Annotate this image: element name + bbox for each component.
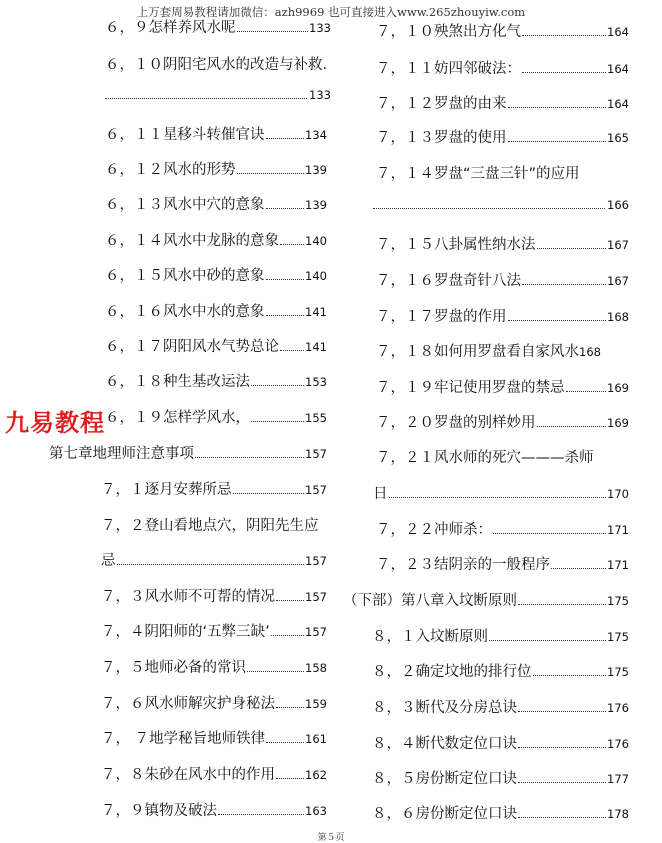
toc-entry[interactable] <box>376 20 629 41</box>
dot-leader <box>195 457 304 458</box>
dot-leader <box>251 385 304 386</box>
toc-entry[interactable] <box>105 53 331 74</box>
dot-leader <box>537 426 607 427</box>
dot-leader <box>266 208 305 209</box>
toc-entry-title: ６，１０阴阳宅风水的改造与补救. <box>105 57 328 73</box>
toc-entry[interactable] <box>376 233 629 254</box>
toc-entry[interactable] <box>101 478 327 499</box>
toc-entry-title: ７，１０殃煞出方化气 <box>376 24 521 40</box>
toc-entry[interactable] <box>101 727 327 748</box>
dot-leader <box>551 568 606 569</box>
toc-entry[interactable] <box>372 767 629 788</box>
toc-entry-page: 167 <box>607 274 629 288</box>
toc-entry-continuation[interactable] <box>105 88 331 102</box>
toc-entry-title: ６，１９怎样学风水， <box>105 410 250 426</box>
toc-entry[interactable] <box>105 193 327 214</box>
toc-entry-page: 157 <box>305 590 327 604</box>
toc-entry[interactable] <box>105 158 327 179</box>
toc-entry-page: 178 <box>607 807 629 821</box>
toc-entry-title: ８，３断代及分房总诀 <box>372 700 517 716</box>
toc-entry[interactable] <box>376 57 629 78</box>
toc-entry-page: 157 <box>305 483 327 497</box>
toc-entry-page: 167 <box>607 238 629 252</box>
toc-entry-title: ７，９镇物及破法 <box>101 803 217 819</box>
dot-leader <box>537 248 607 249</box>
dot-leader <box>233 493 305 494</box>
dot-leader <box>266 138 305 139</box>
toc-entry-page: 177 <box>607 772 629 786</box>
toc-entry[interactable] <box>376 162 629 183</box>
toc-entry[interactable] <box>372 732 629 753</box>
toc-entry[interactable] <box>376 411 629 432</box>
toc-entry-page: 161 <box>305 732 327 746</box>
toc-chapter-heading[interactable] <box>343 589 629 610</box>
dot-leader <box>389 497 607 498</box>
toc-entry-page: 134 <box>305 128 327 142</box>
toc-entry[interactable] <box>372 625 629 646</box>
toc-entry-page: 163 <box>305 804 327 818</box>
toc-entry[interactable] <box>101 514 327 535</box>
toc-entry-title: ７，４阴阳师的‘五弊三缺’ <box>101 624 270 640</box>
dot-leader <box>117 564 305 565</box>
toc-entry[interactable] <box>376 126 629 147</box>
toc-entry-title: ７，８朱砂在风水中的作用 <box>101 767 275 783</box>
toc-entry-title: ６，９怎样养风水呢 <box>105 20 236 36</box>
toc-entry-title: ８，２确定坟地的排行位 <box>372 664 532 680</box>
toc-entry-page: 171 <box>607 558 629 572</box>
toc-entry-title: ７，２３结阴亲的一般程序 <box>376 557 550 573</box>
toc-entry-page: 165 <box>607 131 629 145</box>
toc-entry-page: 139 <box>305 163 327 177</box>
toc-entry-page: 158 <box>305 661 327 675</box>
toc-entry-title: ７，１２罗盘的由来 <box>376 96 507 112</box>
dot-leader <box>276 778 304 779</box>
toc-entry-title: 日 <box>373 486 388 502</box>
toc-entry-title: ７，１３罗盘的使用 <box>376 130 507 146</box>
toc-entry-page: 169 <box>607 416 629 430</box>
toc-entry-title: ８，１入坟断原则 <box>372 629 488 645</box>
toc-entry-page: 168 <box>607 310 629 324</box>
toc-entry-page: 159 <box>305 697 327 711</box>
dot-leader <box>276 600 304 601</box>
toc-entry-title: ７，２０罗盘的别样妙用 <box>376 415 536 431</box>
toc-entry[interactable] <box>101 620 327 641</box>
dot-leader <box>237 173 305 174</box>
dot-leader <box>247 671 304 672</box>
dot-leader <box>251 421 304 422</box>
toc-chapter-heading[interactable] <box>49 442 327 463</box>
toc-entry[interactable] <box>376 376 629 397</box>
dot-leader <box>105 98 307 99</box>
dot-leader <box>237 31 309 32</box>
toc-entry-page: 166 <box>607 198 629 212</box>
toc-entry-page: 133 <box>309 88 331 102</box>
toc-entry[interactable] <box>105 300 327 321</box>
toc-entry-continuation[interactable] <box>373 198 629 212</box>
toc-entry[interactable] <box>105 123 327 144</box>
toc-entry-page: 140 <box>305 269 327 283</box>
toc-entry[interactable] <box>376 518 629 539</box>
toc-entry-page: 171 <box>607 523 629 537</box>
toc-entry-title: ６，１６风水中水的意象 <box>105 304 265 320</box>
toc-entry-title: ６，１３风水中穴的意象 <box>105 197 265 213</box>
toc-entry-page: 141 <box>305 305 327 319</box>
dot-leader <box>518 711 606 712</box>
dot-leader <box>518 817 606 818</box>
page-number: 第５页 <box>317 833 345 843</box>
toc-entry-title: 第七章地理师注意事项 <box>49 446 194 462</box>
toc-entry-title: ８，５房份断定位口诀 <box>372 771 517 787</box>
toc-entry-page: 140 <box>305 234 327 248</box>
toc-entry-title: ７，５地师必备的常识 <box>101 660 246 676</box>
toc-entry-continuation[interactable] <box>101 549 327 570</box>
dot-leader <box>271 635 304 636</box>
toc-entry-title: ７，３风水师不可帮的情况 <box>101 589 275 605</box>
toc-entry-title: ７，１６罗盘奇针八法 <box>376 273 521 289</box>
toc-entry-title: ７， ７地学秘旨地师铁律 <box>101 731 266 747</box>
dot-leader <box>508 141 607 142</box>
toc-entry[interactable] <box>376 305 629 326</box>
dot-leader <box>566 391 607 392</box>
toc-entry-page: 176 <box>607 737 629 751</box>
watermark-logo-text: 九易教程 <box>5 409 105 437</box>
toc-entry-continuation[interactable] <box>373 482 629 503</box>
dot-leader <box>493 533 606 534</box>
toc-entry-title: ６，１８种生基改运法 <box>105 374 250 390</box>
toc-entry[interactable] <box>376 269 629 290</box>
toc-entry[interactable] <box>101 692 327 713</box>
dot-leader <box>508 107 607 108</box>
toc-entry[interactable] <box>105 229 327 250</box>
toc-entry-title: ８，４断代数定位口诀 <box>372 736 517 752</box>
toc-entry[interactable] <box>376 340 629 361</box>
toc-entry-title: ７，２１风水师的死穴———杀师 <box>376 450 594 466</box>
toc-entry[interactable] <box>372 802 629 823</box>
toc-entry-title: 忌 <box>101 553 116 569</box>
toc-entry-title: ７，１９牢记使用罗盘的禁忌 <box>376 380 565 396</box>
toc-entry-title: ７，１１妨四邻破法： <box>376 61 521 77</box>
dot-leader <box>280 350 304 351</box>
toc-entry-title: ７，１５八卦属性纳水法 <box>376 237 536 253</box>
toc-entry-page: 139 <box>305 198 327 212</box>
dot-leader <box>373 208 605 209</box>
toc-entry-page: 175 <box>607 630 629 644</box>
toc-entry-title: ７，２２冲师杀： <box>376 522 492 538</box>
dot-leader <box>276 707 304 708</box>
toc-entry-title: ６，１２风水的形势 <box>105 162 236 178</box>
toc-entry[interactable] <box>105 16 331 37</box>
toc-entry-page: 133 <box>309 21 331 35</box>
toc-entry[interactable] <box>376 553 629 574</box>
toc-entry-title: ７，１４罗盘“三盘三针”的应用 <box>376 166 580 182</box>
toc-entry-page: 169 <box>607 381 629 395</box>
toc-entry-page: 168 <box>579 345 601 359</box>
toc-entry-page: 141 <box>305 340 327 354</box>
dot-leader <box>280 244 304 245</box>
toc-entry[interactable] <box>101 799 327 820</box>
toc-entry-page: 155 <box>305 411 327 425</box>
dot-leader <box>266 279 305 280</box>
toc-entry-title: ６，１７阴阳风水气势总论 <box>105 339 279 355</box>
toc-entry-page: 164 <box>607 62 629 76</box>
toc-entry[interactable] <box>376 92 629 113</box>
toc-entry-page: 164 <box>607 97 629 111</box>
toc-entry-page: 157 <box>305 447 327 461</box>
toc-entry-page: 164 <box>607 25 629 39</box>
dot-leader <box>522 72 606 73</box>
toc-entry-title: ７，１８如何用罗盘看自家风水 <box>376 344 579 360</box>
toc-entry-page: 162 <box>305 768 327 782</box>
toc-entry[interactable] <box>105 264 327 285</box>
dot-leader <box>533 675 607 676</box>
toc-entry-title: （下部）第八章入坟断原则 <box>343 593 517 609</box>
toc-entry[interactable] <box>372 696 629 717</box>
toc-entry[interactable] <box>372 660 629 681</box>
dot-leader <box>266 315 305 316</box>
toc-entry-title: ７，２登山看地点穴，阴阳先生应 <box>101 518 319 534</box>
dot-leader <box>518 782 606 783</box>
toc-entry[interactable] <box>105 406 327 427</box>
toc-entry-page: 157 <box>305 625 327 639</box>
toc-entry-page: 170 <box>607 487 629 501</box>
toc-entry-page: 176 <box>607 701 629 715</box>
toc-entry[interactable] <box>101 656 327 677</box>
dot-leader <box>518 604 606 605</box>
toc-entry[interactable] <box>101 585 327 606</box>
toc-entry[interactable] <box>101 763 327 784</box>
toc-entry-page: 175 <box>607 594 629 608</box>
dot-leader <box>522 284 606 285</box>
toc-entry-title: ７，１７罗盘的作用 <box>376 309 507 325</box>
dot-leader <box>489 640 606 641</box>
toc-entry-title: ７，６风水师解灾护身秘法 <box>101 696 275 712</box>
toc-entry[interactable] <box>105 335 327 356</box>
dot-leader <box>518 747 606 748</box>
toc-entry-page: 153 <box>305 375 327 389</box>
dot-leader <box>218 814 304 815</box>
toc-entry-title: ６，１５风水中砂的意象 <box>105 268 265 284</box>
dot-leader <box>266 742 304 743</box>
toc-entry-page: 157 <box>305 554 327 568</box>
toc-entry-title: ７，１逐月安葬所忌 <box>101 482 232 498</box>
toc-entry-title: ６，１１星移斗转催官诀 <box>105 127 265 143</box>
toc-entry-title: ８，６房份断定位口诀 <box>372 806 517 822</box>
dot-leader <box>522 35 606 36</box>
toc-entry-page: 175 <box>607 665 629 679</box>
page-header-watermark-text: 上万套周易教程请加微信：azh9969 也可直接进入www.265zhouyiw.com <box>136 5 526 19</box>
toc-entry[interactable] <box>376 446 629 467</box>
toc-entry-title: ６，１４风水中龙脉的意象 <box>105 233 279 249</box>
dot-leader <box>508 320 607 321</box>
toc-entry[interactable] <box>105 370 327 391</box>
